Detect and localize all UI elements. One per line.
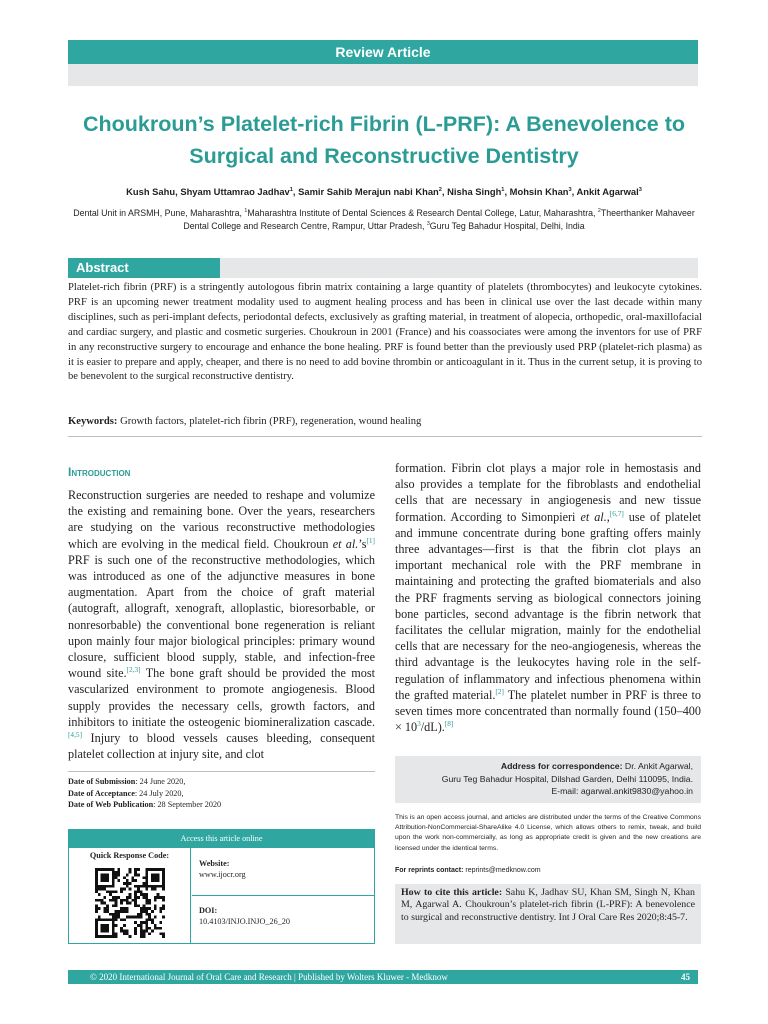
article-title: Choukroun’s Platelet-rich Fibrin (L-PRF): A Benevolence to Surgical and Reconstructive Dentistry [82, 112, 686, 168]
affiliation-text: Maharashtra Institute of Dental Sciences & Research Dental College, Latur, Maharashtra, [247, 208, 598, 218]
article-type-banner: Review Article [68, 40, 698, 64]
website-label: Website: [199, 859, 230, 868]
website-link[interactable]: www.ijocr.org [199, 870, 246, 879]
correspondence-email[interactable]: E-mail: agarwal.ankit9830@yahoo.in [551, 786, 693, 796]
body-text: Reconstruction surgeries are needed to reshape and volumize the existing and remaining bone. Over the years, researchers are studying on the various reconstructive methodologies which are evolving in the medical field. Choukroun [68, 488, 375, 551]
correspondence-box [395, 756, 701, 803]
doi-cell [192, 897, 374, 944]
publication-dates [68, 776, 375, 811]
correspondence-name: Dr. Ankit Agarwal, [622, 761, 693, 771]
abstract-heading: Abstract [68, 258, 220, 278]
date-value: : 28 September 2020 [153, 800, 222, 809]
date-label: Date of Web Publication [68, 800, 154, 809]
cite-text: Sahu K, Jadhav SU, Khan SM, Singh N, Khan M, Agarwal A. Choukroun’s platelet-rich fibrin (L-PRF): A benevolence to surgical and reconstructive dentistry. Int J Oral Care Res 2020;8:45-7. [401, 887, 695, 923]
citation-ref[interactable]: 3 [417, 719, 421, 729]
body-text: The platelet number in PRF is three to seven times more concentrated than normally found (150–400 × 10 [395, 687, 701, 735]
keywords [68, 415, 702, 429]
author-name: Nisha Singh [447, 186, 502, 197]
body-text: ’s [358, 536, 367, 551]
affiliation-text: Dental Unit in ARSMH, Pune, Maharashtra, [73, 208, 245, 218]
section-divider [68, 436, 702, 437]
affiliation-text: Guru Teg Bahadur Hospital, Delhi, India [429, 220, 585, 231]
citation-ref[interactable]: [6,7] [609, 508, 624, 518]
date-value: : 24 July 2020, [134, 788, 184, 798]
reprints-contact [395, 866, 701, 876]
date-row [68, 799, 375, 811]
banner-gray-strip [68, 64, 698, 86]
access-online-box [68, 829, 375, 944]
body-text: , [606, 509, 610, 524]
body-text: et al. [580, 509, 607, 524]
author-affiliation-mark: 2 [438, 186, 442, 193]
affiliation-mark: 2 [597, 208, 601, 215]
dates-divider [68, 771, 375, 772]
doi-value[interactable]: 10.4103/INJO.INJO_26_20 [199, 917, 290, 926]
keywords-label: Keywords: [68, 416, 118, 427]
date-row [68, 776, 375, 788]
page-footer [68, 970, 698, 984]
author-name: Kush Sahu [126, 186, 176, 197]
license-text: This is an open access journal, and articles are distributed under the terms of the Creative Commons Attribution-NonCommercial-ShareAlike 4.0 License, which allows others to remix, tweak, and build upon the work non-commercially, as long as appropriate credit is given and the new creations are licensed under the identical terms. [395, 814, 701, 852]
date-label: Date of Acceptance [68, 788, 135, 798]
affiliations [66, 207, 702, 232]
affiliation-mark: 1 [244, 208, 248, 215]
author-name: Mohsin Khan [509, 186, 569, 197]
affiliation-text: Theerthanker Mahaveer Dental College and Research Centre, Rampur, Uttar Pradesh, [183, 208, 695, 231]
citation-ref[interactable]: [2,3] [126, 665, 141, 675]
correspondence-address: Guru Teg Bahadur Hospital, Dilshad Garden, Delhi 110095, India. [441, 773, 693, 784]
qr-label: Quick Response Code: [89, 851, 170, 860]
body-text: PRF is such one of the reconstructive methodologies, which was introduced as one of the adjunctive measures in bone augmentation. Apart from the choice of graft material (autograft, allograft, xenograft, alloplastic, bioresorbable, or nonresorbable) the conventional bone regeneration is reliant upon mainly four major biological principles: primary wound closure, sufficient blood supply, stable, and infection-free wound site. [68, 552, 375, 681]
author-name: Samir Sahib Merajun nabi Khan [298, 186, 439, 197]
citation-ref[interactable]: [8] [444, 719, 454, 729]
cite-label: How to cite this article: [401, 887, 503, 898]
body-text: The bone graft should be provided the most vascularized environment to promote angiogenesis. Blood supply provides the necessary cells, growth factors, and inhibitors to initiate the osteogenic biomineralization cascade. [68, 666, 375, 729]
doi-label: DOI: [199, 906, 218, 915]
author-list: Kush Sahu, Shyam Uttamrao Jadhav$^1$, Samir Sahib Merajun nabi Khan$^2$, Nisha Singh$^1$, Mohsin Khan$^3$, Ankit Agarwal$^3$ [126, 186, 642, 197]
citation-ref[interactable]: [2] [495, 686, 504, 696]
body-column-right [395, 460, 701, 735]
citation-ref[interactable]: [4,5] [68, 729, 83, 739]
body-column-left [68, 487, 375, 762]
body-text: /dL). [420, 720, 445, 735]
date-label: Date of Submission [68, 777, 136, 786]
qr-code-icon[interactable] [95, 868, 165, 938]
citation-box [395, 884, 701, 944]
reprints-label: For reprints contact: [395, 867, 464, 874]
author-name: Shyam Uttamrao Jadhav [180, 186, 290, 197]
correspondence-line [403, 760, 693, 773]
date-value: : 24 June 2020, [135, 777, 186, 786]
website-cell [192, 848, 374, 896]
footer-copyright: © 2020 International Journal of Oral Care and Research | Published by Wolters Kluwer - Medknow [90, 972, 448, 982]
author-name: Ankit Agarwal [576, 186, 639, 197]
author-affiliation-mark: 3 [638, 186, 642, 193]
author-affiliation-mark: 1 [289, 186, 293, 193]
introduction-heading: Introduction [68, 465, 131, 479]
affiliation-mark: 3 [426, 220, 430, 227]
abstract-header-bar [68, 258, 698, 278]
correspondence-label: Address for correspondence: [500, 761, 623, 771]
body-text: formation. Fibrin clot plays a major role in hemostasis and also provides a template for the fibroblasts and endothelial cells that are necessary in angiogenesis and new tissue formation. According to Simonpieri [395, 461, 701, 524]
citation-ref[interactable]: [1] [366, 535, 375, 545]
author-affiliation-mark: 3 [568, 186, 572, 193]
body-text: use of platelet and immune concentrate during bone grafting offers mainly three advantages—first is that the fibrin clot plays an important mechanical role with the PRF membrane in maintaining and protecting the grafted biomaterials and also the PRF fragments serving as biological connectors joining bone particles, second advantage is the fibrin network that facilitates the cellular migration, mainly for the endothelial cells that are necessary for the neo-angiogenesis, whereas the third advantage is the leukocytes having role in the self-regulation of inflammatory and infectious phenomena within the grafted material. [395, 509, 702, 702]
access-heading: Access this article online [69, 830, 374, 848]
author-affiliation-mark: 1 [501, 186, 505, 193]
body-text: et al. [332, 536, 359, 551]
keywords-text: Growth factors, platelet-rich fibrin (PRF), regeneration, wound healing [117, 416, 422, 427]
date-row [68, 788, 375, 800]
page-number: 45 [681, 972, 690, 982]
body-text: Injury to blood vessels causes bleeding, consequent platelet collection at injury site, and clot [68, 731, 375, 762]
qr-cell [69, 848, 191, 944]
abstract-text: Platelet-rich fibrin (PRF) is a stringently autologous fibrin matrix containing a large quantity of platelets (thrombocytes) and leukocyte cytokines. PRF is an upcoming newer treatment modality used to augment healing process and has been in clinical use over the last decade within many disciplines, such as peri-implant defects, periodontal defects, exclusively as grafting material, in treatment of alopecia, orthopedic, oral-maxillofacial and cardiac surgery, and plastic and cosmetic surgeries. Choukroun in 2001 (France) and his coassociates were among the inventors for use of PRF in any reconstructive surgery to encourage and enhance the bone healing. PRF is found better than the previously used PRP (platelet-rich plasma) as it is easier to prepare and apply, cheaper, and there is no need to add bovine thrombin or anticoagulant in it. Thus in the current setup, it is proving to be benevolent to the surgical reconstructive dentistry. [68, 282, 702, 383]
reprints-email[interactable]: reprints@medknow.com [463, 867, 541, 874]
